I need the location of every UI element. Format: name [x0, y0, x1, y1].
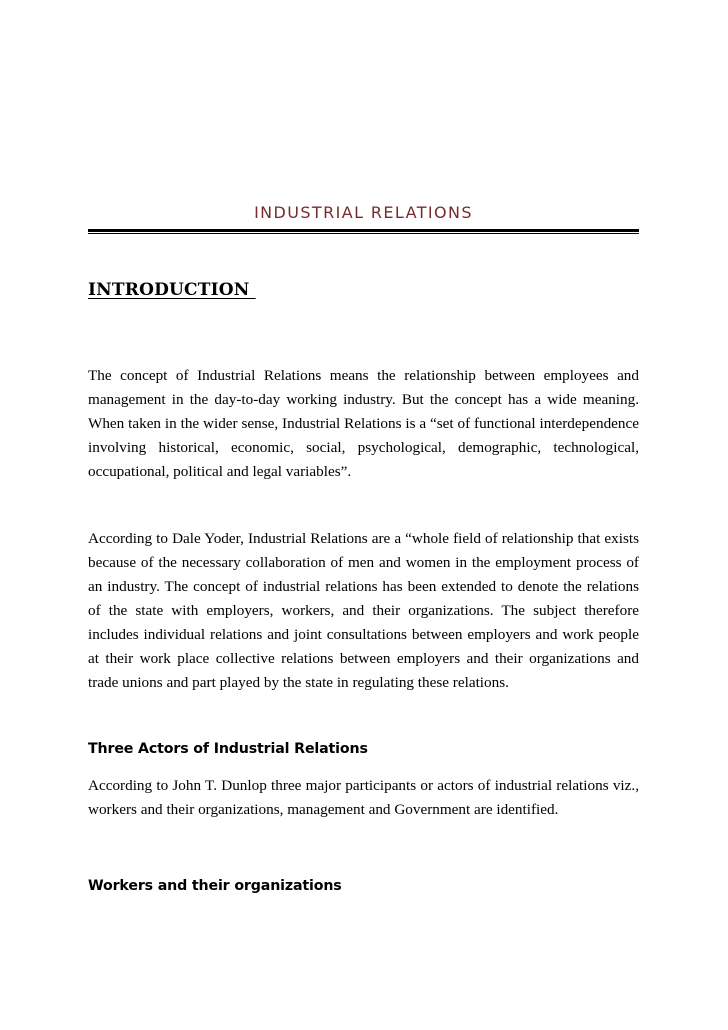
- paragraph-concept: The concept of Industrial Relations means the relationship between employees and management in the day-to-day working industry. But the concept has a wide meaning. When taken in the wider sense, Industrial Relations is a “set of functional interdependence involving historical, economic, social, psychological, demographic, technological, occupational, political and legal variables”.: [88, 367, 639, 480]
- introduction-heading: INTRODUCTION: [88, 280, 256, 300]
- document-title: INDUSTRIAL RELATIONS: [254, 203, 473, 222]
- workers-organizations-heading: Workers and their organizations: [88, 878, 342, 894]
- paragraph-john-dunlop: According to John T. Dunlop three major participants or actors of industrial relations viz., workers and their organizations, management and Government are identified.: [88, 777, 639, 818]
- three-actors-heading: Three Actors of Industrial Relations: [88, 741, 368, 757]
- title-divider: [88, 229, 639, 234]
- paragraph-dale-yoder: According to Dale Yoder, Industrial Relations are a “whole field of relationship that exists because of the necessary collaboration of men and women in the employment process of an industry. The concept of industrial relations has been extended to denote the relations of the state with employers, workers, and their organizations. The subject therefore includes individual relations and joint consultations between employers and work people at their work place collective relations between employers and their organizations and trade unions and part played by the state in regulating these relations.: [88, 530, 639, 691]
